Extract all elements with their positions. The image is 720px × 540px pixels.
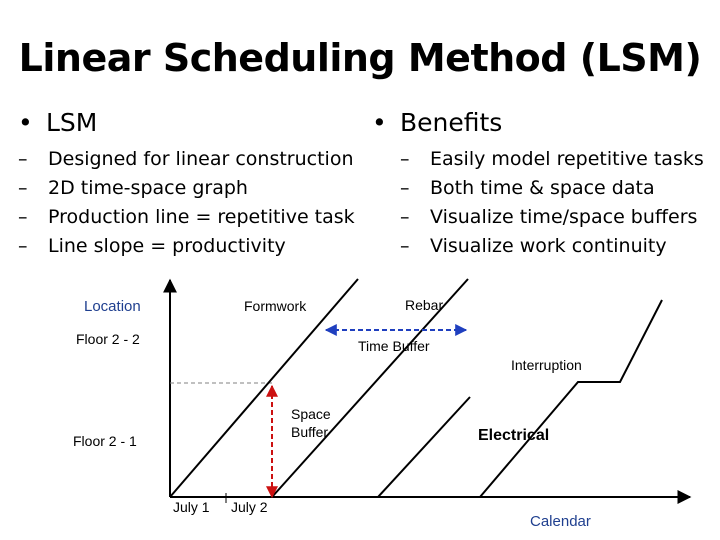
list-item-text: Production line = repetitive task: [48, 206, 355, 228]
list-item-text: 2D time-space graph: [48, 177, 248, 199]
benefits-heading-row: [372, 108, 704, 137]
dash-icon: –: [18, 148, 28, 170]
list-item-text: Line slope = productivity: [48, 235, 286, 257]
dash-icon: –: [18, 177, 28, 199]
lsm-list: [18, 145, 355, 261]
list-item-text: Visualize work continuity: [430, 235, 667, 257]
list-item: [18, 203, 355, 232]
lsm-heading-row: [18, 108, 355, 137]
x-axis-label: Calendar: [530, 513, 591, 530]
dash-icon: –: [18, 206, 28, 228]
time-buffer-label: Time Buffer: [358, 338, 430, 354]
y-tick-label: Floor 2 - 1: [73, 433, 137, 449]
lsm-heading: LSM: [46, 108, 98, 137]
bullet-icon: •: [18, 108, 33, 137]
list-item: [400, 174, 704, 203]
formwork-label: Formwork: [244, 298, 307, 314]
slide-title: Linear Scheduling Method (LSM): [18, 36, 702, 80]
y-axis-label: Location: [84, 298, 141, 315]
rebar-label: Rebar: [405, 297, 444, 313]
dash-icon: –: [400, 177, 410, 199]
electrical-label: Electrical: [478, 427, 550, 444]
dash-icon: –: [400, 235, 410, 257]
x-tick-label: July 2: [231, 499, 268, 515]
interruption-label: Interruption: [511, 357, 582, 373]
x-tick-label: July 1: [173, 499, 210, 515]
benefits-heading: Benefits: [400, 108, 503, 137]
dash-icon: –: [400, 206, 410, 228]
list-item-text: Designed for linear construction: [48, 148, 354, 170]
electrical-line: [378, 397, 470, 497]
list-item: [400, 145, 704, 174]
list-item-text: Visualize time/space buffers: [430, 206, 698, 228]
dash-icon: –: [400, 148, 410, 170]
bullet-icon: •: [372, 108, 387, 137]
y-tick-label: Floor 2 - 2: [76, 331, 140, 347]
benefits-column: [372, 108, 704, 261]
interruption-line: [480, 300, 662, 497]
list-item: [18, 174, 355, 203]
list-item-text: Both time & space data: [430, 177, 655, 199]
list-item: [400, 203, 704, 232]
list-item: [400, 232, 704, 261]
dash-icon: –: [18, 235, 28, 257]
lsm-diagram: [0, 270, 720, 540]
list-item-text: Easily model repetitive tasks: [430, 148, 704, 170]
space-buffer-label: Space: [291, 406, 331, 422]
space-buffer-label: Buffer: [291, 424, 329, 440]
lsm-column: [18, 108, 355, 261]
benefits-list: [400, 145, 704, 261]
list-item: [18, 145, 355, 174]
list-item: [18, 232, 355, 261]
